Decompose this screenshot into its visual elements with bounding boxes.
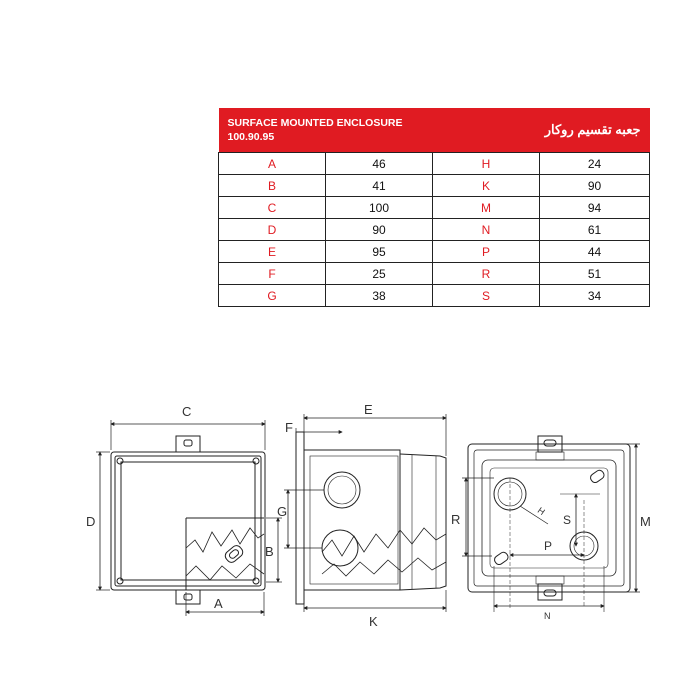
- dim-label-a: A: [214, 596, 223, 611]
- dim-letter: A: [219, 153, 326, 175]
- dim-label-m: M: [640, 514, 651, 529]
- dim-label-b: B: [265, 544, 274, 559]
- dim-label-c: C: [182, 404, 192, 419]
- dim-value: 51: [540, 263, 650, 285]
- dim-letter: F: [219, 263, 326, 285]
- dim-letter: N: [433, 219, 540, 241]
- enclosure-title: SURFACE MOUNTED ENCLOSURE: [227, 117, 403, 129]
- dim-value: 90: [326, 219, 433, 241]
- dim-value: 38: [326, 285, 433, 307]
- dim-letter: M: [433, 197, 540, 219]
- dim-letter: H: [433, 153, 540, 175]
- persian-title: جعبه تقسیم روکار: [433, 108, 650, 153]
- dim-letter: P: [433, 241, 540, 263]
- dim-label-f: F: [285, 420, 293, 435]
- dim-value: 95: [326, 241, 433, 263]
- dim-value: 34: [540, 285, 650, 307]
- model-number: 100.90.95: [227, 131, 275, 143]
- dim-value: 94: [540, 197, 650, 219]
- dim-letter: K: [433, 175, 540, 197]
- dim-value: 41: [326, 175, 433, 197]
- dim-letter: C: [219, 197, 326, 219]
- dim-letter: R: [433, 263, 540, 285]
- dim-value: 46: [326, 153, 433, 175]
- dim-value: 61: [540, 219, 650, 241]
- dim-letter: E: [219, 241, 326, 263]
- dim-label-s: S: [563, 513, 572, 527]
- front-view: [96, 420, 282, 616]
- dim-letter: D: [219, 219, 326, 241]
- dim-letter: B: [219, 175, 326, 197]
- dim-letter: S: [433, 285, 540, 307]
- dim-label-h: H: [535, 505, 547, 518]
- dim-label-d: D: [86, 514, 96, 529]
- dim-label-p: P: [544, 539, 553, 553]
- dim-label-e: E: [364, 402, 373, 417]
- dim-label-r: R: [451, 512, 461, 527]
- dim-label-n: N: [544, 611, 551, 621]
- dim-value: 90: [540, 175, 650, 197]
- dim-value: 100: [326, 197, 433, 219]
- dim-value: 24: [540, 153, 650, 175]
- dim-value: 25: [326, 263, 433, 285]
- side-view: [284, 414, 446, 612]
- dim-letter: G: [219, 285, 326, 307]
- back-view: [462, 436, 640, 612]
- dim-label-g: G: [277, 504, 288, 519]
- dim-label-k: K: [369, 614, 378, 629]
- dim-value: 44: [540, 241, 650, 263]
